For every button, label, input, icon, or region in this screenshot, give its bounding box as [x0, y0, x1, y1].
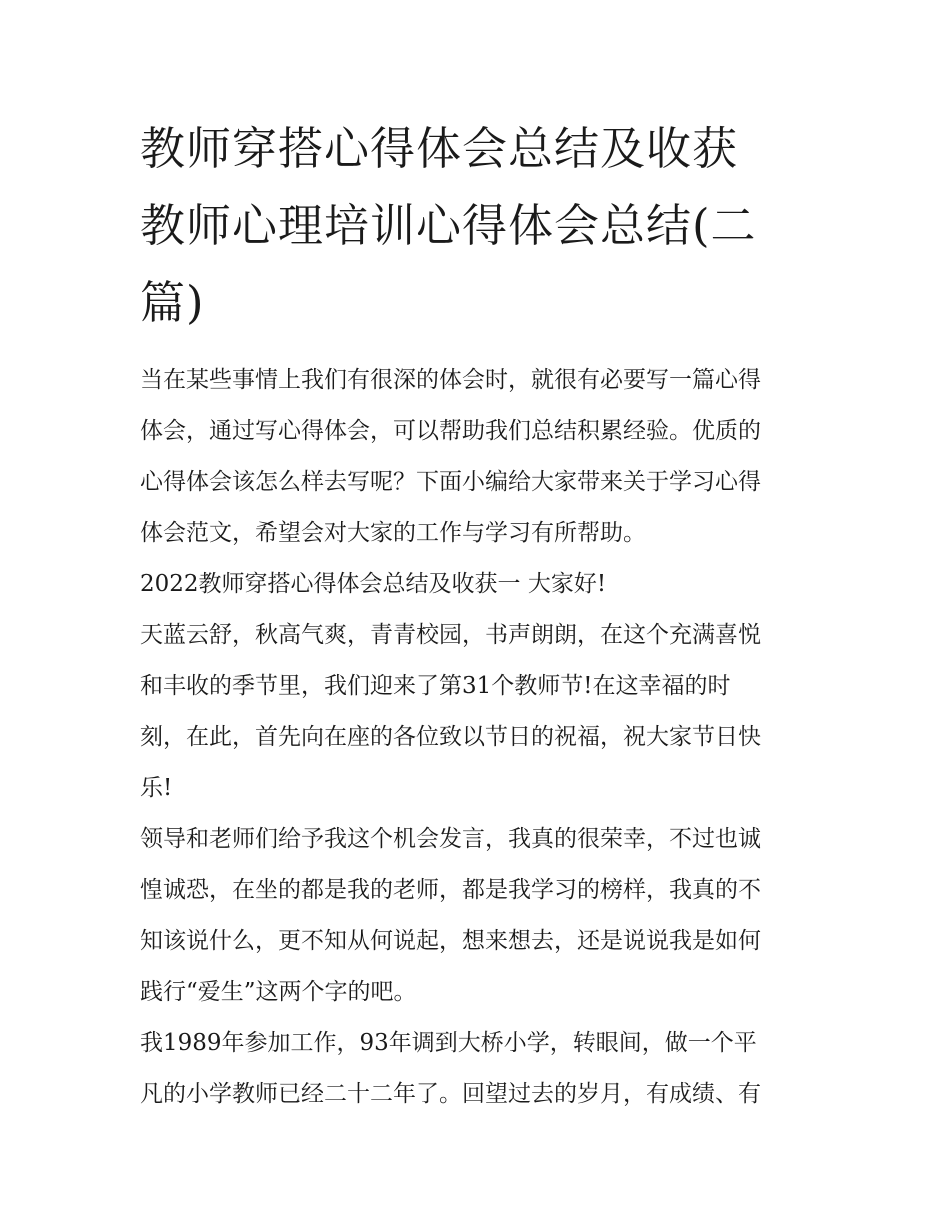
paragraph-career: 我1989年参加工作，93年调到大桥小学，转眼间，做一个平 凡的小学教师已经二十二年了。回望过去的岁月，有成绩、有: [140, 1030, 761, 1107]
document-body: [140, 355, 816, 1120]
paragraph-greeting: 2022教师穿搭心得体会总结及收获一 大家好!: [140, 571, 607, 597]
paragraph-teachers-day: 天蓝云舒，秋高气爽，青青校园，书声朗朗，在这个充满喜悦 和丰收的季节里，我们迎来了第31个教师节!在这幸福的时 刻，在此，首先向在座的各位致以节日的祝福，祝大家节日快 乐!: [140, 622, 761, 801]
paragraph-speech: 领导和老师们给予我这个机会发言，我真的很荣幸，不过也诚 惶诚恐，在坐的都是我的老师，都是我学习的榜样，我真的不 知该说什么，更不知从何说起，想来想去，还是说说我是如何 践行“爱生”这两个字的吧。: [140, 826, 761, 1005]
document-title: 教师穿搭心得体会总结及收获 教师心理培训心得体会总结(二 篇): [140, 122, 757, 329]
document-page: [140, 110, 816, 1120]
paragraph-intro: 当在某些事情上我们有很深的体会时，就很有必要写一篇心得 体会，通过写心得体会，可以帮助我们总结积累经验。优质的 心得体会该怎么样去写呢？下面小编给大家带来关于学习心得 体会范文，希望会对大家的工作与学习有所帮助。: [140, 367, 761, 546]
